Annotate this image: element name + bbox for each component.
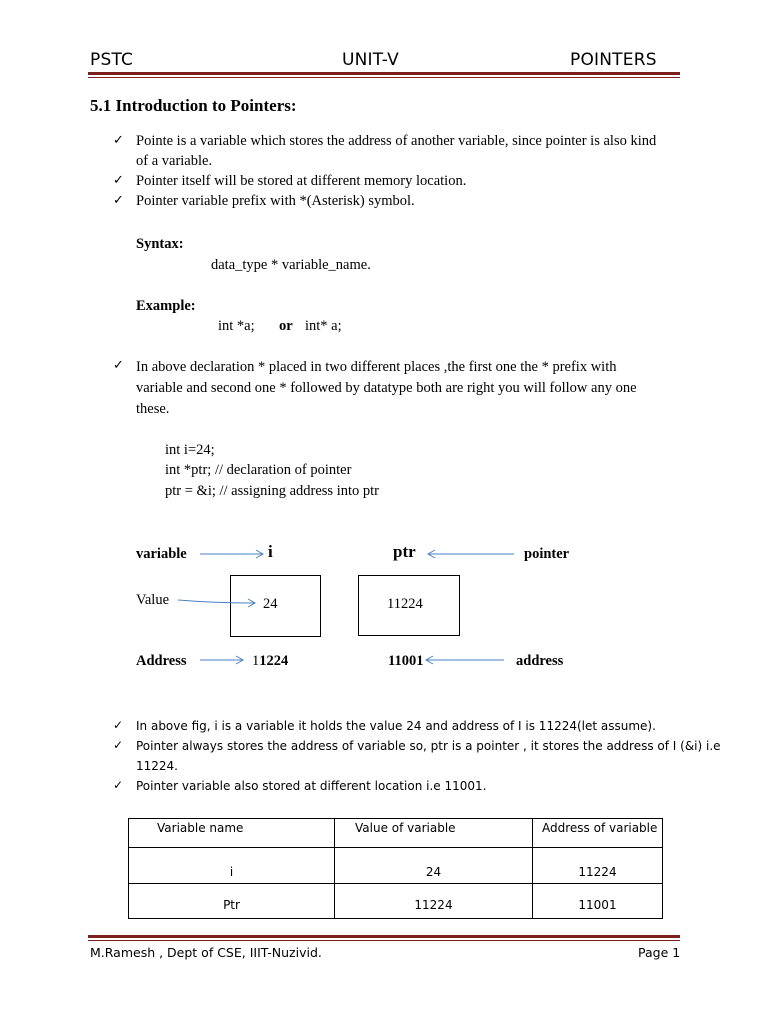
example-left: int *a; <box>218 318 255 334</box>
arrow-variable-to-i <box>200 550 263 558</box>
table-cell: Ptr <box>129 884 335 919</box>
bullet-text: In above fig, i is a variable it holds the value 24 and address of I is 11224(let assume). <box>136 719 656 733</box>
code-line: int *ptr; // declaration of pointer <box>165 462 352 478</box>
pointer-label: pointer <box>524 546 570 562</box>
bullet-text: Pointe is a variable which stores the address of another variable, since pointer is also kind <box>136 133 657 149</box>
table-cell: 24 <box>335 848 533 884</box>
footer-left: M.Ramesh , Dept of CSE, IIIT-Nuzivid. <box>90 945 322 960</box>
address-label: Address <box>136 653 187 669</box>
example-or: or <box>279 318 293 334</box>
syntax-code: data_type * variable_name. <box>211 257 371 273</box>
check-icon: ✓ <box>113 738 124 752</box>
check-icon: ✓ <box>113 173 124 188</box>
ptr-value: 11224 <box>387 596 423 612</box>
bullet-text: In above declaration * placed in two different places ,the first one the * prefix with <box>136 359 617 375</box>
var-name: i <box>268 542 273 561</box>
table-header-cell: Address of variable <box>533 819 663 848</box>
footer-page-number: Page 1 <box>638 945 681 960</box>
bullet-text: 11224. <box>136 759 178 773</box>
bullet-text: Pointer always stores the address of variable so, ptr is a pointer , it stores the address of I (&i) i.e <box>136 739 721 753</box>
ptr-address: 11001 <box>388 653 424 669</box>
value-label: Value <box>136 592 170 608</box>
header-left: PSTC <box>90 50 134 70</box>
table-cell: 11224 <box>335 884 533 919</box>
bullet-text: variable and second one * followed by datatype both are right you will follow any one <box>136 380 637 396</box>
ptr-name: ptr <box>393 542 416 561</box>
arrow-address-to-i <box>200 656 243 664</box>
table-header-cell: Value of variable <box>335 819 533 848</box>
bullet-text: Pointer itself will be stored at different memory location. <box>136 173 467 189</box>
check-icon: ✓ <box>113 718 124 732</box>
code-line: int i=24; <box>165 442 215 458</box>
table-cell: i <box>129 848 335 884</box>
header-center: UNIT-V <box>342 50 399 70</box>
i-address-prefix: 1 <box>252 653 260 669</box>
check-icon: ✓ <box>113 193 124 208</box>
arrow-pointer-to-ptr <box>428 550 514 558</box>
footer-rule-thin <box>88 940 680 941</box>
footer-rule-thick <box>88 935 680 938</box>
arrow-value-to-24 <box>178 599 255 607</box>
table-row <box>129 884 663 919</box>
bullet-text: these. <box>136 401 170 417</box>
bullet-text: Pointer variable prefix with *(Asterisk) symbol. <box>136 193 415 209</box>
check-icon: ✓ <box>113 778 124 792</box>
table-row <box>129 848 663 884</box>
code-line: ptr = &i; // assigning address into ptr <box>165 483 379 499</box>
variable-table <box>128 818 663 919</box>
bullet-text: Pointer variable also stored at different location i.e 11001. <box>136 779 487 793</box>
example-right: int* a; <box>305 318 342 334</box>
i-address-rest: 1224 <box>259 653 289 669</box>
variable-label: variable <box>136 546 187 562</box>
header-right: POINTERS <box>570 50 657 70</box>
address-label-right: address <box>516 653 564 669</box>
table-header-row <box>129 819 663 848</box>
bullet-text: of a variable. <box>136 153 213 169</box>
table-cell: 11224 <box>533 848 663 884</box>
example-label: Example: <box>136 298 196 314</box>
check-icon: ✓ <box>113 133 124 148</box>
syntax-label: Syntax: <box>136 236 184 252</box>
check-icon: ✓ <box>113 358 124 373</box>
table-cell: 11001 <box>533 884 663 919</box>
arrow-address-to-ptr <box>426 656 504 664</box>
table-header-cell: Variable name <box>129 819 335 848</box>
section-title: 5.1 Introduction to Pointers: <box>90 96 297 115</box>
i-value: 24 <box>263 596 278 612</box>
